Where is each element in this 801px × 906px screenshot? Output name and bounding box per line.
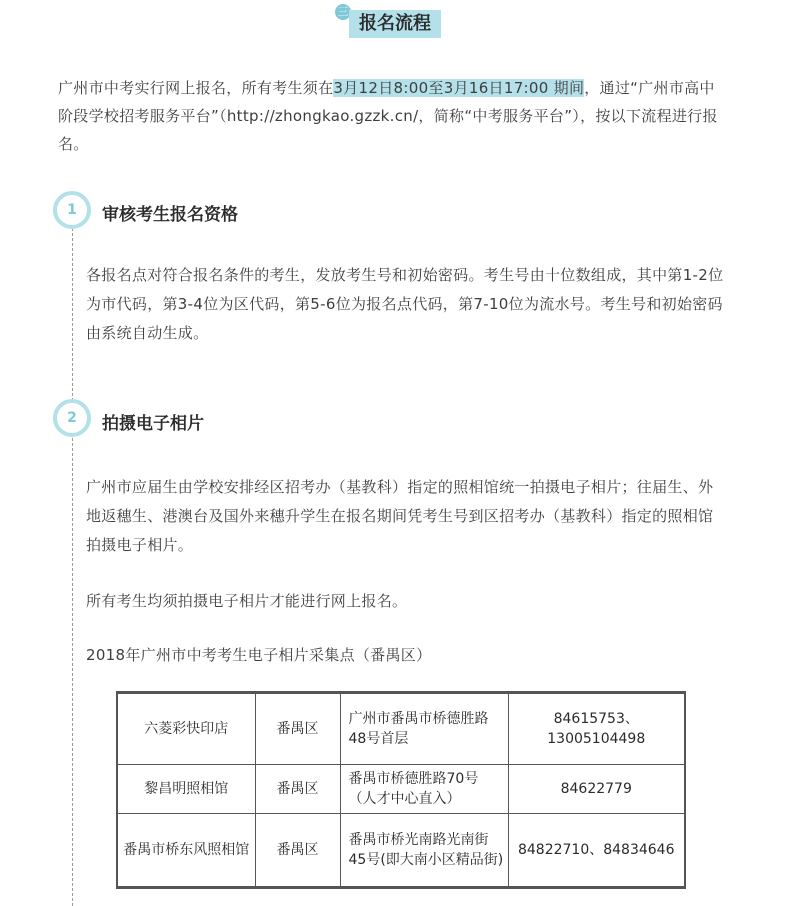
step-1-number-badge: 1 (53, 191, 91, 229)
studio-phone: 84615753、13005104498 (508, 693, 685, 765)
studio-name: 番禺市桥东风照相馆 (117, 814, 255, 888)
studio-address: 番禺市桥德胜路70号（人才中心直入） (340, 765, 508, 814)
intro-paragraph (58, 74, 726, 158)
intro-highlight-period: 3月12日8:00至3月16日17:00 期间 (333, 79, 585, 97)
list-icon: 三 (335, 4, 351, 20)
section-title: 报名流程 (349, 10, 441, 38)
studio-phone: 84822710、84834646 (508, 814, 685, 888)
step-2-title: 拍摄电子相片 (102, 414, 204, 434)
studio-address: 番禺市桥光南路光南街45号(即大南小区精品街) (340, 814, 508, 888)
step-2-paragraph-2: 所有考生均须拍摄电子相片才能进行网上报名。 (86, 592, 408, 610)
table-row (117, 814, 685, 888)
step-2-number-badge: 2 (53, 399, 91, 437)
studio-name: 六菱彩快印店 (117, 693, 255, 765)
studio-district: 番禺区 (255, 693, 340, 765)
photo-studio-table (116, 691, 686, 889)
step-1-paragraph: 各报名点对符合报名条件的考生，发放考生号和初始密码。考生号由十位数组成，其中第1-2位为市代码，第3-4位为区代码，第5-6位为报名点代码，第7-10位为流水号。考生号和初始密码由系统自动生成。 (86, 266, 724, 342)
table-row (117, 693, 685, 765)
studio-district: 番禺区 (255, 814, 340, 888)
intro-text-after: ，通过“广州市高中阶段学校招考服务平台”（http://zhongkao.gzzk.cn/，简称“中考服务平台”），按以下流程进行报名。 (58, 79, 718, 153)
studio-phone: 84622779 (508, 765, 685, 814)
timeline-line (72, 228, 73, 906)
studio-district: 番禺区 (255, 765, 340, 814)
step-2-paragraph-1: 广州市应届生由学校安排经区招考办（基教科）指定的照相馆统一拍摄电子相片；往届生、外地返穗生、港澳台及国外来穗升学生在报名期间凭考生号到区招考办（基教科）指定的照相馆拍摄电子相片。 (86, 478, 714, 554)
studio-address: 广州市番禺市桥德胜路48号首层 (340, 693, 508, 765)
intro-text-before: 广州市中考实行网上报名，所有考生须在 (58, 79, 334, 97)
table-row (117, 765, 685, 814)
studio-name: 黎昌明照相馆 (117, 765, 255, 814)
table-caption: 2018年广州市中考考生电子相片采集点（番禺区） (86, 646, 432, 664)
step-1-title: 审核考生报名资格 (102, 205, 238, 225)
